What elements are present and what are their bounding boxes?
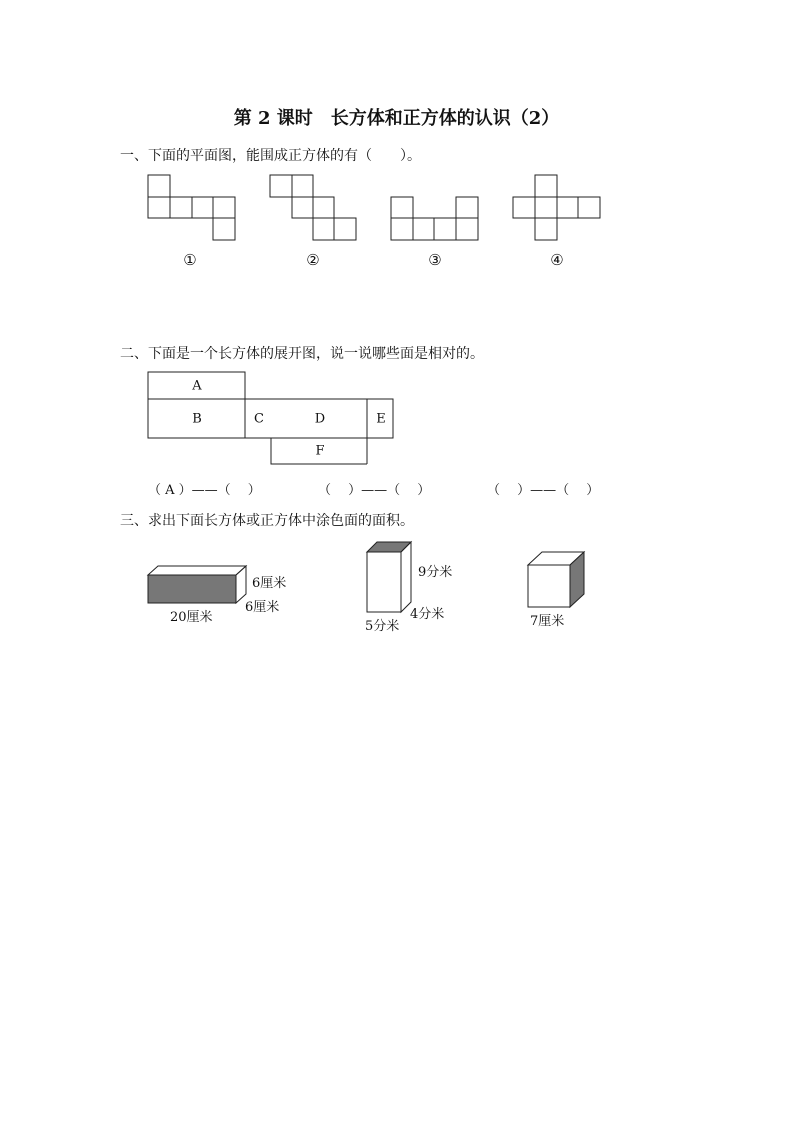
- answer-pair-3[interactable]: （ ）——（ ）: [487, 483, 600, 498]
- face-d: D: [314, 411, 326, 427]
- box1-width: 6厘米: [245, 600, 280, 615]
- net-label-4: ④: [550, 251, 564, 269]
- net-label-3: ③: [428, 251, 442, 269]
- cube-3: [528, 552, 584, 607]
- face-b: B: [192, 411, 202, 427]
- net-3: [391, 197, 478, 240]
- answer-pair-1[interactable]: （ A ）——（ ）: [148, 483, 261, 498]
- cuboid-1: [148, 566, 246, 603]
- cuboid-net: [148, 372, 393, 464]
- face-e: E: [376, 411, 386, 427]
- answer-pair-2[interactable]: （ ）——（ ）: [318, 483, 431, 498]
- box2-height: 9分米: [418, 565, 453, 580]
- box1-height: 6厘米: [252, 576, 287, 591]
- face-f: F: [315, 443, 325, 459]
- face-c: C: [254, 411, 264, 427]
- cube-edge: 7厘米: [530, 614, 565, 629]
- box1-length: 20厘米: [170, 610, 213, 625]
- net-label-1: ①: [183, 251, 197, 269]
- question-3: 三、求出下面长方体或正方体中涂色面的面积。: [120, 513, 414, 529]
- box2-width: 4分米: [410, 607, 445, 622]
- question-1: 一、下面的平面图，能围成正方体的有（ ）。: [120, 148, 421, 164]
- cuboid-2: [367, 542, 411, 612]
- net-label-2: ②: [306, 251, 320, 269]
- net-2: [270, 175, 356, 240]
- net-1: [148, 175, 235, 240]
- net-4: [513, 175, 600, 240]
- face-a: A: [192, 378, 202, 394]
- question-2: 二、下面是一个长方体的展开图，说一说哪些面是相对的。: [120, 346, 484, 362]
- page-title: 第 2 课时 长方体和正方体的认识（2）: [233, 108, 560, 129]
- box2-length: 5分米: [365, 619, 400, 634]
